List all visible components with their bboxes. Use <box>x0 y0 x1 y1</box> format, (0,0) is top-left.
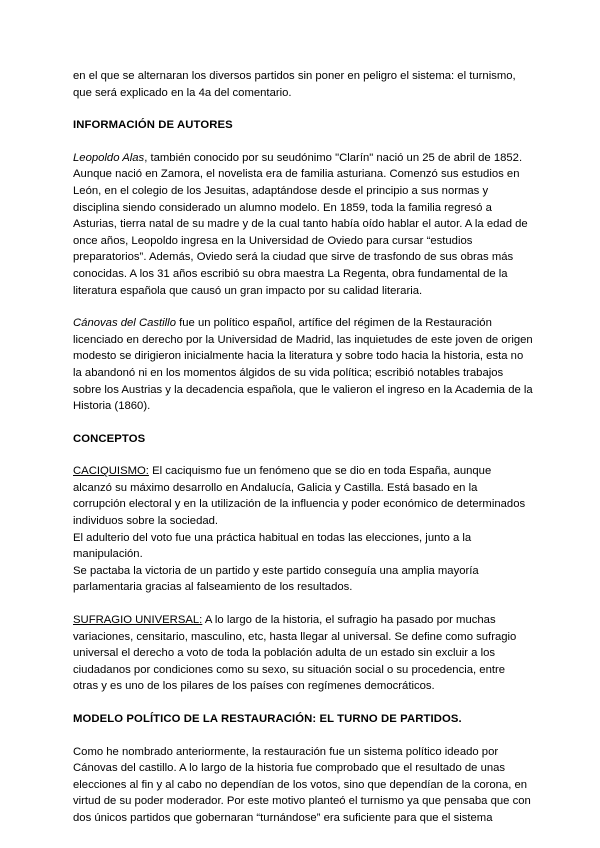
paragraph-leopoldo-alas-text: , también conocido por su seudónimo "Clarín" nació un 25 de abril de 1852. Aunque nació en Zamora, el novelista era de familia asturiana. Comenzó sus estudios en León, en el colegio de los Jesuitas, adaptándose desde el principio a sus normas y disciplina siendo considerado un alumno modelo. En 1859, toda la familia regresó a Asturias, tierra natal de su madre y de la cual tanto había oído hablar el autor. A la edad de once años, Leopoldo ingresa en la Universidad de Oviedo para cursar “estudios preparatorios”. Además, Oviedo será la ciudad que sirve de trasfondo de sus obras más conocidas. A los 31 años escribió su obra maestra La Regenta, obra fundamental de la literatura española que causó un gran impacto por su calidad literaria. <box>73 151 528 297</box>
paragraph-leopoldo-alas <box>73 150 533 299</box>
paragraph-canovas <box>73 315 533 415</box>
author-name-leopoldo-alas: Leopoldo Alas <box>73 151 145 164</box>
intro-paragraph: en el que se alternaran los diversos partidos sin poner en peligro el sistema: el turnismo, que será explicado en la 4a del comentario. <box>73 70 516 99</box>
heading-autores: INFORMACIÓN DE AUTORES <box>73 119 233 132</box>
paragraph-modelo: Como he nombrado anteriormente, la restauración fue un sistema político ideado por Cánovas del castillo. A lo largo de la historia fue comprobado que el resultado de unas elecciones al fin y al cabo no dependían de los votos, sino que dependían de la corona, en virtud de su poder moderador. Por este motivo planteó el turnismo ya que pensaba que con dos únicos partidos que gobernaran “turnándose” era suficiente para que el sistema <box>73 745 531 824</box>
term-caciquismo: CACIQUISMO: <box>73 465 149 478</box>
section-modelo <box>73 711 533 827</box>
paragraph-canovas-text: fue un político español, artífice del régimen de la Restauración licenciado en derecho por la Universidad de Madrid, las inquietudes de este joven de origen modesto se dirigieron inicialmente hacia la literatura y sobre todo hacia la historia, esta no la abandonó ni en los momentos álgidos de su vida política; escribió notables trabajos sobre los Austrias y la decadencia española, que le valieron el ingreso en la Academia de la Historia (1860). <box>73 317 533 413</box>
term-sufragio-universal: SUFRAGIO UNIVERSAL: <box>73 614 203 627</box>
section-conceptos <box>73 431 533 695</box>
document-page <box>73 68 533 843</box>
paragraph-caciquismo-pacto: Se pactaba la victoria de un partido y este partido conseguía una amplia mayoría parlamentaria gracias al falseamiento de los resultados. <box>73 564 479 594</box>
paragraph-caciquismo-adulterio: El adulterio del voto fue una práctica habitual en todas las elecciones, junto a la manipulación. <box>73 531 472 561</box>
section-autores <box>73 117 533 415</box>
paragraph-sufragio-text: A lo largo de la historia, el sufragio ha pasado por muchas variaciones, censitario, masculino, etc, hasta llegar al universal. Se define como sufragio universal el derecho a voto de toda la población adulta de un estado sin excluir a los ciudadanos por condiciones como su sexo, su situación social o su procedencia, entre otras y es uno de los pilares de los países con regímenes democráticos. <box>73 614 517 693</box>
paragraph-caciquismo-text: El caciquismo fue un fenómeno que se dio en toda España, aunque alcanzó su máximo desarrollo en Andalucía, Galicia y Castilla. Está basado en la corrupción electoral y en la utilización de la influencia y poder económico de determinados individuos sobre la sociedad. <box>73 465 526 528</box>
paragraph-caciquismo <box>73 463 533 529</box>
author-name-canovas: Cánovas del Castillo <box>73 317 176 330</box>
heading-conceptos: CONCEPTOS <box>73 432 146 445</box>
paragraph-sufragio <box>73 612 533 695</box>
heading-modelo: MODELO POLÍTICO DE LA RESTAURACIÓN: EL TURNO DE PARTIDOS. <box>73 713 462 725</box>
